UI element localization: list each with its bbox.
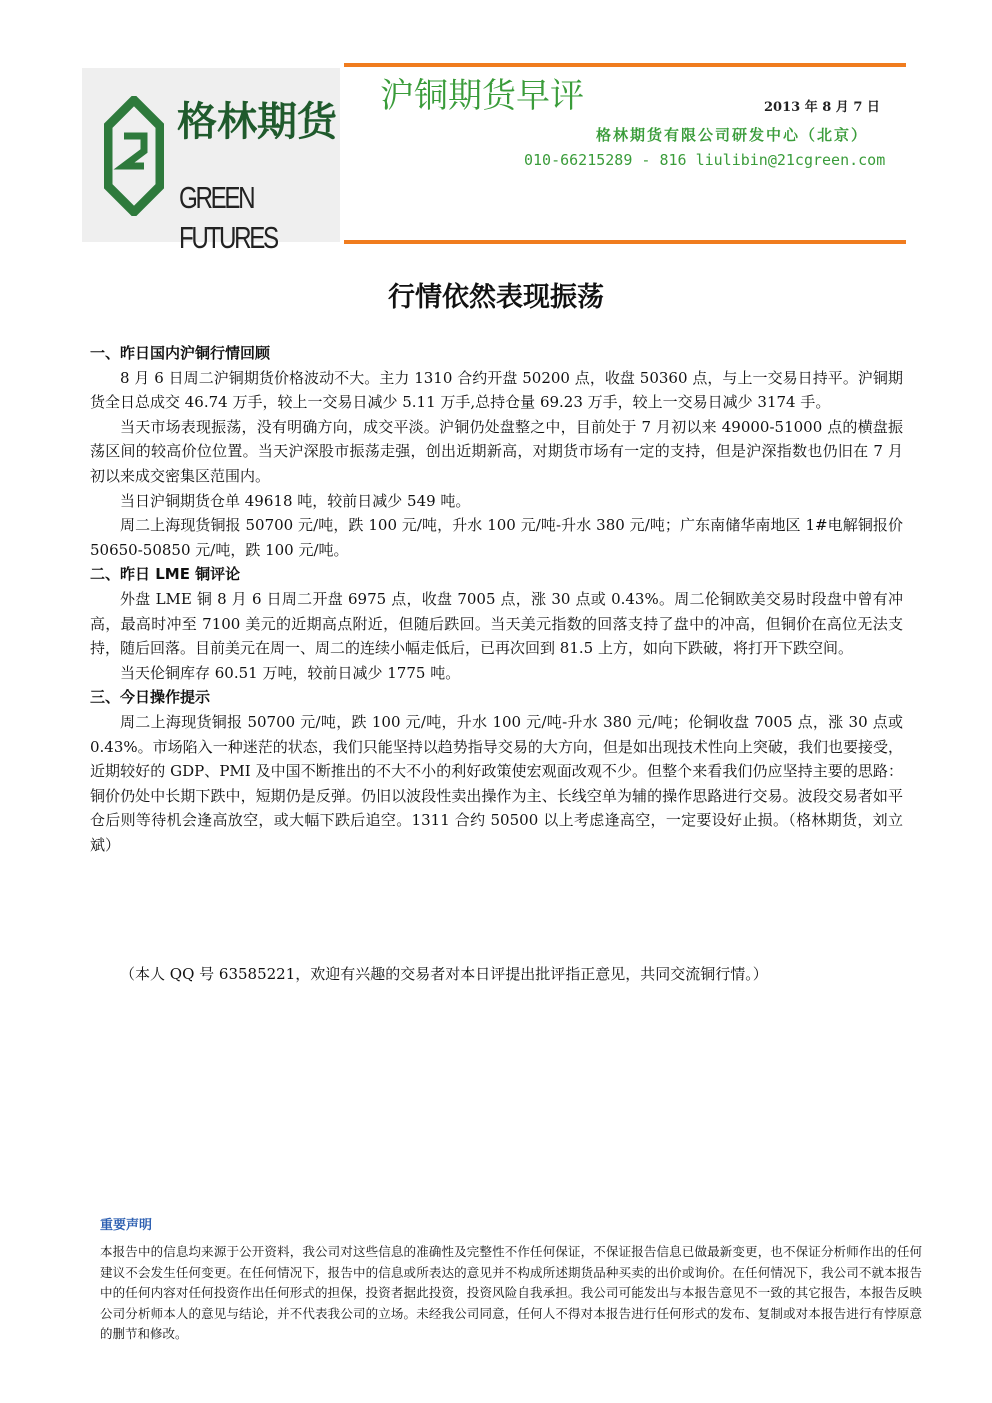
paragraph: 当日沪铜期货仓单 49618 吨，较前日减少 549 吨。 bbox=[120, 491, 471, 510]
logo bbox=[82, 68, 340, 255]
logo-name-en: GREEN FUTURES bbox=[179, 180, 277, 255]
report-date: 2013 年 8 月 7 日 bbox=[764, 100, 880, 115]
organization: 格林期货有限公司研发中心（北京） bbox=[596, 126, 869, 144]
section-heading: 二、昨日 LME 铜评论 bbox=[90, 565, 241, 584]
disclaimer-text: 本报告中的信息均来源于公开资料，我公司对这些信息的准确性及完整性不作任何保证，不保证报告信息已做最新变更，也不保证分析师作出的任何建议不会发生任何变更。在任何情况下，报告中的信息或所表达的意见并不构成所述期货品种买卖的出价或询价。在任何情况下，我公司不就本报告中的任何内容对任何投资作出任何形式的担保，投资者据此投资，投资风险自我承担。我公司可能发出与本报告意见不一致的其它报告，本报告反映公司分析师本人的意见与结论，并不代表我公司的立场。未经我公司同意，任何人不得对本报告进行任何形式的发布、复制或对本报告进行有悖原意的删节和修改。 bbox=[100, 1244, 922, 1341]
green-futures-logo-icon bbox=[104, 96, 164, 216]
section-heading: 一、昨日国内沪铜行情回顾 bbox=[90, 344, 271, 362]
report-title: 沪铜期货早评 bbox=[380, 76, 584, 116]
author-note: （本人 QQ 号 63585221，欢迎有兴趣的交易者对本日评提出批评指正意见，共同交流铜行情。） bbox=[120, 965, 768, 983]
paragraph: 周二上海现货铜报 50700 元/吨，跌 100 元/吨，升水 100 元/吨-升水 380 元/吨；伦铜收盘 7005 点，涨 30 点或 0.43%。市场陷入一种迷茫的状态，我们只能坚持以趋势指导交易的大方向，但是如出现技术性向上突破，我们也要接受，近期较好的 GDP、PMI 及中国不断推出的不大不小的利好政策使宏观面改观不少。但整个来看我们仍应坚持主要的思路：铜价仍处中长期下跌中，短期仍是反弹。仍旧以波段性卖出操作为主、长线空单为辅的操作思路进行交易。波段交易者如平仓后则等待机会逢高放空，或大幅下跌后追空。1311 合约 50500 以上考虑逢高空，一定要设好止损。（格林期货，刘立斌） bbox=[90, 712, 903, 854]
paragraph: 8 月 6 日周二沪铜期货价格波动不大。主力 1310 合约开盘 50200 点，收盘 50360 点，与上一交易日持平。沪铜期货全日总成交 46.74 万手，较上一交易日减少 5.11 万手,总持仓量 69.23 万手，较上一交易日减少 3174 手。 bbox=[90, 368, 903, 412]
section-heading: 三、今日操作提示 bbox=[90, 688, 211, 707]
page-title: 行情依然表现振荡 bbox=[388, 282, 604, 313]
contact-info: 010-66215289 - 816 liulibin@21cgreen.com bbox=[524, 151, 886, 169]
disclaimer-title: 重要声明 bbox=[100, 1218, 153, 1233]
report-body bbox=[90, 341, 903, 857]
paragraph: 外盘 LME 铜 8 月 6 日周二开盘 6975 点，收盘 7005 点，涨 30 点或 0.43%。周二伦铜欧美交易时段盘中曾有冲高，最高时冲至 7100 美元的近期高点附近，但随后跌回。当天美元指数的回落支持了盘中的冲高，但铜价在高位无法支持，随后回落。目前美元在周一、周二的连续小幅走低后，已再次回到 81.5 上方，如向下跌破，将打开下跌空间。 bbox=[90, 589, 903, 658]
header-bottom-rule bbox=[344, 240, 906, 244]
paragraph: 当天伦铜库存 60.51 万吨，较前日减少 1775 吨。 bbox=[120, 663, 461, 682]
paragraph: 周二上海现货铜报 50700 元/吨，跌 100 元/吨，升水 100 元/吨-升水 380 元/吨；广东南储华南地区 1#电解铜报价 50650-50850 元/吨，跌 100 元/吨。 bbox=[90, 516, 903, 559]
paragraph: 当天市场表现振荡，没有明确方向，成交平淡。沪铜仍处盘整之中，目前处于 7 月初以来 49000-51000 点的横盘振荡区间的较高价位位置。当天沪深股市振荡走强，创出近期新高，对期货市场有一定的支持，但是沪深指数也仍旧在 7 月初以来成交密集区范围内。 bbox=[90, 417, 903, 485]
logo-name-cn: 格林期货 bbox=[177, 99, 337, 145]
header-top-rule bbox=[344, 63, 906, 67]
